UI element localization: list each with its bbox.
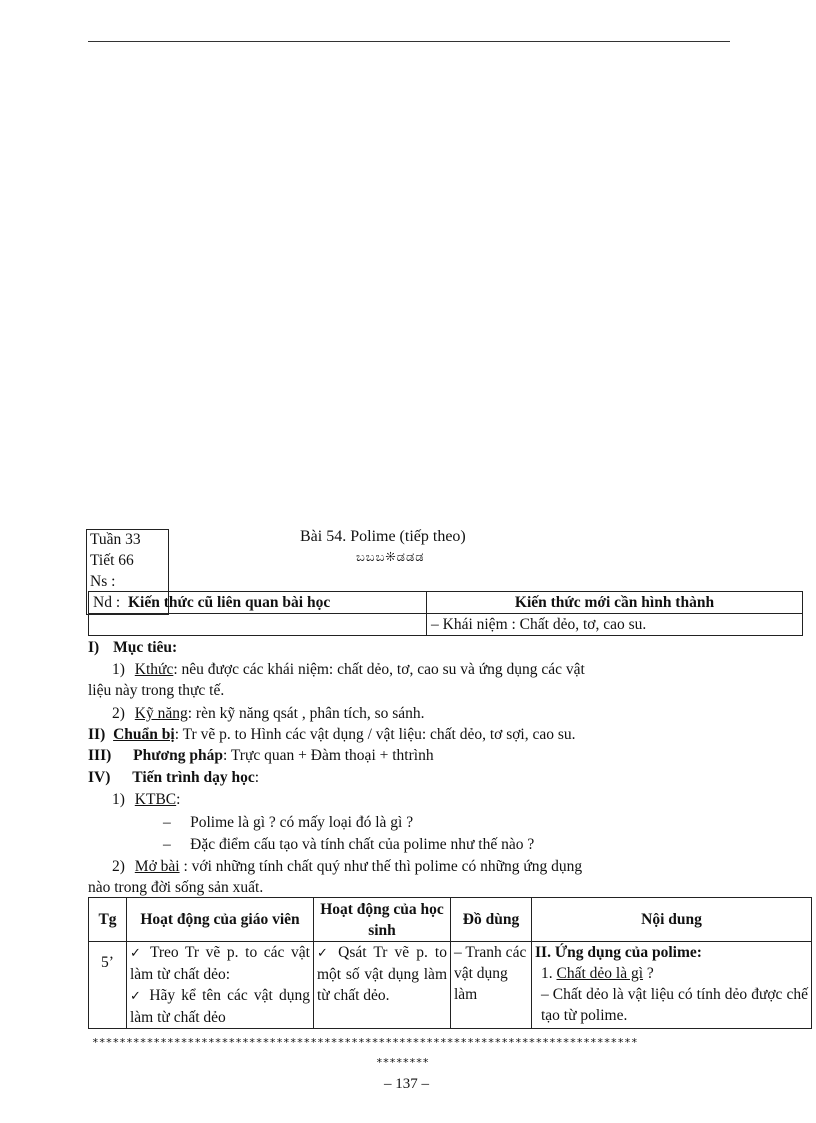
method-number: III) xyxy=(88,747,112,764)
student-activity-text: Qsát Tr vẽ p. to một số vật dụng làm từ chất dẻo. xyxy=(317,944,447,1004)
teacher-activity-cell xyxy=(127,942,314,1029)
title-ornament: ಬಬಬ❊ಡಡಡ xyxy=(356,549,425,564)
objectives-title: Mục tiêu: xyxy=(113,639,178,656)
time-cell: 5’ xyxy=(89,942,127,1029)
preparation-line xyxy=(88,724,576,745)
knowledge-objective-number: 1) xyxy=(112,661,125,678)
objectives-heading xyxy=(88,637,177,658)
old-knowledge-title: Kiến thức cũ liên quan bài học xyxy=(128,593,331,611)
student-activity-cell xyxy=(314,942,451,1029)
teacher-step-2 xyxy=(130,985,310,1028)
process-number: IV) xyxy=(88,769,111,786)
teacher-step-1 xyxy=(130,942,310,985)
content-subheading xyxy=(535,963,808,984)
knowledge-objective-text: : nêu được các khái niệm: chất dẻo, tơ, cao su và ứng dụng các vật xyxy=(173,661,585,678)
page-number: – 137 – xyxy=(384,1076,429,1092)
header-teacher-activity: Hoạt động của giáo viên xyxy=(127,898,314,942)
intro-text-continued: nào trong đời sống sản xuất. xyxy=(88,879,264,896)
old-knowledge-cell xyxy=(89,614,427,636)
materials-cell: – Tranh các vật dụng làm xyxy=(451,942,532,1029)
process-line xyxy=(88,767,259,788)
footer-divider-stars-short: ******** xyxy=(376,1056,429,1069)
ns-label: Ns : xyxy=(90,573,116,590)
activity-table xyxy=(88,897,812,1029)
lesson-title: Bài 54. Polime (tiếp theo) xyxy=(300,528,466,545)
intro-line xyxy=(112,856,582,877)
process-label: Tiến trình dạy học xyxy=(132,769,255,786)
content-section-title: II. Ứng dụng của polime: xyxy=(535,944,702,961)
teacher-step-1-text: Treo Tr vẽ p. to các vật làm từ chất dẻo: xyxy=(130,944,310,983)
review-line xyxy=(112,789,180,810)
intro-label: Mở bài xyxy=(134,858,180,875)
knowledge-objective-text-continued: liệu này trong thực tế. xyxy=(88,682,225,699)
header-materials: Đồ dùng xyxy=(451,898,532,942)
checkmark-icon: ✓ xyxy=(317,946,332,961)
review-question-2: – Đặc điểm cấu tạo và tính chất của polime như thế nào ? xyxy=(163,836,535,853)
skill-objective-line xyxy=(112,703,425,724)
review-colon: : xyxy=(176,791,181,808)
new-knowledge-header: Kiến thức mới cần hình thành xyxy=(427,592,803,614)
checkmark-icon: ✓ xyxy=(130,989,144,1004)
method-line xyxy=(88,745,434,766)
week-label: Tuần 33 xyxy=(90,531,141,548)
knowledge-row xyxy=(89,614,803,636)
activity-row xyxy=(89,942,812,1029)
period-label: Tiết 66 xyxy=(90,552,134,569)
footer-divider-stars: ******************************************************************************** xyxy=(92,1036,638,1049)
skill-objective-text: : rèn kỹ năng qsát , phân tích, so sánh. xyxy=(187,705,425,722)
activity-header-row xyxy=(89,898,812,942)
intro-number: 2) xyxy=(112,858,125,875)
top-rule xyxy=(88,41,730,42)
review-label: KTBC xyxy=(134,791,177,808)
knowledge-header-row xyxy=(89,592,803,614)
skill-objective-number: 2) xyxy=(112,705,125,722)
process-colon: : xyxy=(254,769,260,786)
nd-label: Nd : xyxy=(93,593,121,611)
preparation-text: : Tr vẽ p. to Hình các vật dụng / vật liệu: chất dẻo, tơ sợi, cao su. xyxy=(174,726,576,743)
preparation-number: II) xyxy=(88,726,106,743)
intro-text: : với những tính chất quý như thế thì polime có những ứng dụng xyxy=(179,858,583,875)
preparation-label: Chuẩn bị xyxy=(113,726,175,743)
content-subheading-number: 1. xyxy=(541,965,553,982)
review-question-1: – Polime là gì ? có mấy loại đó là gì ? xyxy=(163,814,414,831)
content-definition: – Chất dẻo là vật liệu có tính dẻo được chế tạo từ polime. xyxy=(541,986,808,1024)
content-subheading-text: Chất dẻo là gì xyxy=(556,965,644,982)
content-subheading-question: ? xyxy=(643,965,654,982)
skill-objective-label: Kỹ năng xyxy=(134,705,188,722)
old-knowledge-header xyxy=(89,592,427,614)
header-student-activity: Hoạt động của học sinh xyxy=(314,898,451,942)
content-cell xyxy=(532,942,812,1029)
new-knowledge-cell: – Khái niệm : Chất dẻo, tơ, cao su. xyxy=(427,614,803,636)
method-label: Phương pháp xyxy=(133,747,223,764)
method-text: : Trực quan + Đàm thoại + thtrình xyxy=(222,747,434,764)
review-number: 1) xyxy=(112,791,125,808)
knowledge-objective-line xyxy=(112,659,585,680)
checkmark-icon: ✓ xyxy=(130,946,144,961)
objectives-number: I) xyxy=(88,639,100,656)
teacher-step-2-text: Hãy kể tên các vật dụng làm từ chất dẻo xyxy=(130,987,311,1026)
knowledge-objective-label: Kthức xyxy=(134,661,174,678)
header-time: Tg xyxy=(89,898,127,942)
knowledge-table xyxy=(88,591,803,636)
header-content: Nội dung xyxy=(532,898,812,942)
